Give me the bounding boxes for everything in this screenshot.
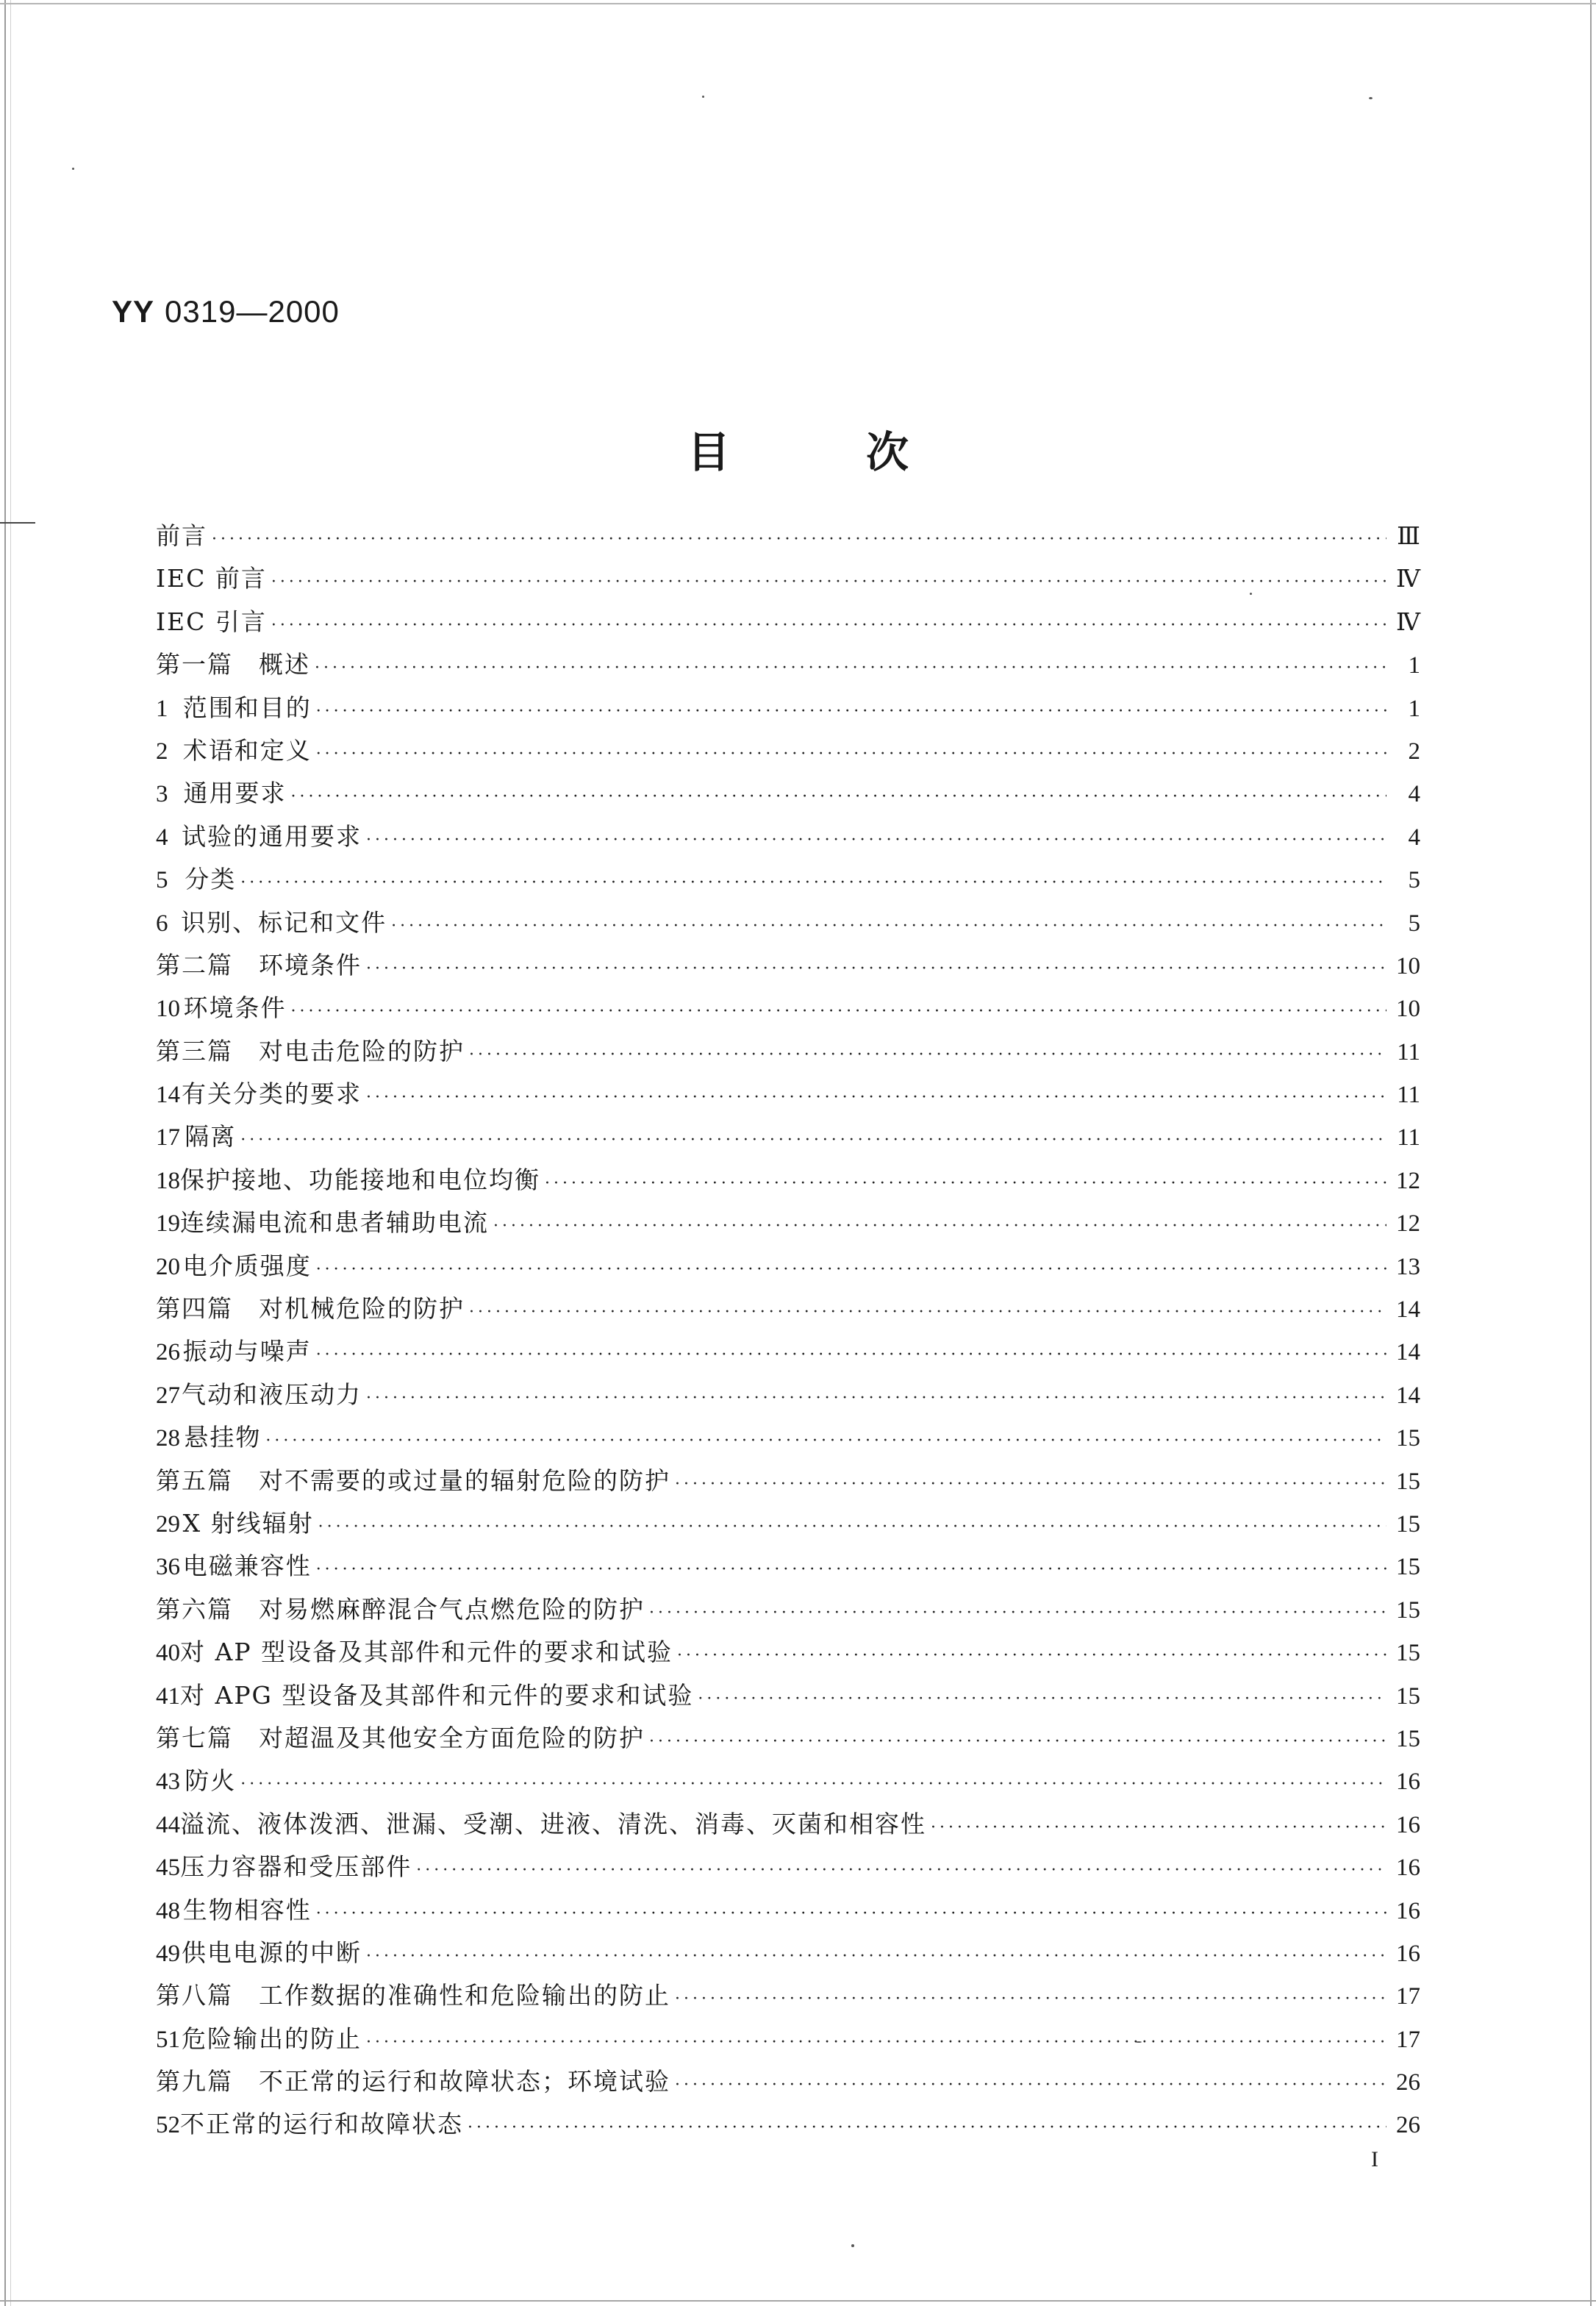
toc-leader-dots (416, 1849, 1386, 1892)
toc-entry-title: 电介质强度 (182, 1251, 312, 1280)
toc-entry-number: 5 (156, 867, 168, 894)
toc-entry-page: 16 (1396, 1855, 1420, 1882)
toc-leader-dots (316, 690, 1386, 733)
toc-entry-title: 对 APG 型设备及其部件和元件的要求和试验 (180, 1680, 694, 1710)
toc-leader-dots (271, 604, 1386, 647)
toc-entry[interactable] (156, 557, 1420, 600)
toc-leader-dots (649, 1592, 1386, 1635)
toc-entry-title: 连续漏电流和患者辅助电流 (180, 1208, 489, 1238)
toc-entry-number: 48 (156, 1897, 180, 1924)
scan-edge-top (0, 3, 1596, 4)
toc-entry[interactable] (156, 1674, 1420, 1717)
toc-entry-page: 15 (1396, 1682, 1420, 1710)
scan-edge-left (4, 0, 6, 2306)
toc-leader-dots (240, 862, 1386, 904)
toc-entry-number: 3 (156, 781, 168, 808)
toc-entry-page: 17 (1396, 2026, 1420, 2053)
toc-entry[interactable] (156, 1889, 1420, 1932)
toc-entry-title: 气动和液压动力 (181, 1379, 362, 1409)
toc-entry-number: 40 (156, 1640, 180, 1667)
toc-entry-number: 51 (156, 2026, 180, 2053)
toc-entry-page: 16 (1396, 1940, 1420, 1967)
page-title-char-2: 次 (866, 427, 909, 477)
toc-leader-dots (366, 948, 1386, 990)
toc-entry[interactable] (156, 687, 1420, 729)
toc-leader-dots (675, 1463, 1386, 1506)
toc-leader-dots (469, 1291, 1386, 1334)
toc-entry[interactable] (156, 1245, 1420, 1288)
toc-entry-title: 通用要求 (183, 779, 287, 808)
toc-entry-number: 4 (156, 824, 168, 851)
toc-entry-page: 15 (1396, 1640, 1420, 1667)
toc-leader-dots (675, 1978, 1386, 2021)
toc-entry-title: 第九篇 不正常的运行和故障状态；环境试验 (156, 2067, 670, 2096)
toc-entry-page: 1 (1408, 652, 1420, 679)
toc-entry[interactable] (156, 1502, 1420, 1545)
toc-entry[interactable] (156, 944, 1420, 987)
toc-entry-title: 供电电源的中断 (181, 1938, 362, 1967)
toc-entry-title: 危险输出的防止 (181, 2024, 362, 2053)
toc-entry-page: 17 (1396, 1983, 1420, 2010)
page-title-char-1: 目 (687, 427, 730, 477)
toc-entry-title: 不正常的运行和故障状态 (180, 2110, 463, 2139)
toc-entry-page: 2 (1408, 738, 1420, 765)
toc-entry-page: 11 (1397, 1082, 1420, 1109)
toc-entry-page: 16 (1396, 1811, 1420, 1838)
toc-entry-title: 振动与噪声 (182, 1337, 312, 1366)
page-folio: I (1371, 2147, 1378, 2171)
toc-entry-title: 压力容器和受压部件 (180, 1852, 412, 1882)
toc-entry[interactable] (156, 1932, 1420, 1974)
toc-entry-title: 对 AP 型设备及其部件和元件的要求和试验 (180, 1638, 673, 1667)
toc-entry[interactable] (156, 1846, 1420, 1888)
margin-tick-mark (0, 522, 35, 524)
toc-entry-number: 29 (156, 1510, 180, 1538)
toc-entry[interactable] (156, 601, 1420, 643)
toc-entry[interactable] (156, 1115, 1420, 1158)
toc-entry-page: 4 (1408, 781, 1420, 808)
scan-speck (702, 96, 704, 98)
toc-entry-title: 分类 (185, 865, 237, 894)
scan-speck (1369, 97, 1373, 99)
toc-entry-page: 15 (1396, 1596, 1420, 1624)
toc-entry[interactable] (156, 1631, 1420, 1674)
toc-entry[interactable] (156, 1460, 1420, 1502)
toc-leader-dots (318, 1506, 1386, 1549)
toc-leader-dots (649, 1721, 1386, 1763)
toc-entry-number: 49 (156, 1940, 180, 1967)
toc-entry-page: 26 (1396, 2069, 1420, 2096)
toc-leader-dots (493, 1205, 1386, 1248)
toc-entry-number: 27 (156, 1382, 180, 1409)
toc-leader-dots (240, 1763, 1386, 1806)
toc-leader-dots (698, 1678, 1386, 1721)
toc-entry-title: 有关分类的要求 (181, 1079, 362, 1109)
toc-leader-dots (366, 1377, 1386, 1420)
toc-leader-dots (291, 776, 1386, 818)
toc-leader-dots (391, 905, 1386, 948)
toc-entry-title: 识别、标记和文件 (181, 907, 387, 937)
toc-entry[interactable] (156, 1803, 1420, 1846)
toc-entry-title: 悬挂物 (184, 1423, 262, 1452)
toc-entry[interactable] (156, 1330, 1420, 1373)
toc-leader-dots (315, 647, 1386, 690)
toc-entry-page: 11 (1397, 1124, 1420, 1152)
toc-entry-page: 15 (1396, 1425, 1420, 1452)
toc-entry-page: 15 (1396, 1510, 1420, 1538)
standard-number: 0319—2000 (165, 294, 340, 329)
toc-entry-title: IEC 引言 (156, 607, 267, 636)
toc-entry-number: 20 (156, 1253, 180, 1280)
toc-entry-number: 1 (156, 695, 168, 722)
toc-entry[interactable] (156, 1073, 1420, 1115)
toc-entry[interactable] (156, 772, 1420, 815)
toc-leader-dots (366, 2021, 1386, 2064)
toc-entry[interactable] (156, 1374, 1420, 1416)
toc-entry[interactable] (156, 729, 1420, 772)
toc-entry-number: 44 (156, 1811, 180, 1838)
toc-leader-dots (469, 1034, 1386, 1077)
toc-entry-page: 15 (1396, 1468, 1420, 1495)
standard-code (112, 294, 340, 329)
toc-entry-page: 5 (1408, 867, 1420, 894)
toc-entry[interactable] (156, 1974, 1420, 2017)
toc-entry-title: 范围和目的 (182, 693, 312, 722)
toc-entry-title: 第三篇 对电击危险的防护 (156, 1036, 465, 1065)
toc-entry-title: IEC 前言 (156, 564, 267, 593)
toc-entry[interactable] (156, 1288, 1420, 1330)
toc-entry-page: 11 (1397, 1038, 1420, 1065)
toc-entry-page: Ⅳ (1396, 609, 1420, 636)
toc-entry-title: 前言 (156, 521, 207, 550)
toc-entry-number: 36 (156, 1554, 180, 1581)
toc-entry[interactable] (156, 1202, 1420, 1244)
toc-entry-title: 第四篇 对机械危险的防护 (156, 1294, 465, 1324)
toc-entry-page: 10 (1396, 952, 1420, 979)
toc-entry[interactable] (156, 2103, 1420, 2146)
toc-entry[interactable] (156, 515, 1420, 557)
toc-entry-title: 隔离 (185, 1122, 237, 1152)
toc-entry-page: 13 (1396, 1253, 1420, 1280)
toc-leader-dots (291, 990, 1386, 1033)
toc-leader-dots (240, 1119, 1386, 1162)
toc-entry-number: 52 (156, 2112, 180, 2139)
scan-speck (851, 2244, 854, 2247)
toc-entry[interactable] (156, 2060, 1420, 2103)
toc-entry-title: 第六篇 对易燃麻醉混合气点燃危险的防护 (156, 1594, 645, 1624)
toc-leader-dots (271, 561, 1386, 604)
toc-entry-number: 14 (156, 1082, 180, 1109)
scan-edge-right (1590, 0, 1592, 2306)
table-of-contents (156, 515, 1420, 2146)
toc-entry-page: 16 (1396, 1768, 1420, 1796)
toc-entry-number: 18 (156, 1167, 180, 1194)
toc-leader-dots (316, 1334, 1386, 1377)
toc-entry-page: 14 (1396, 1382, 1420, 1409)
toc-entry-title: 溢流、液体泼洒、泄漏、受潮、进液、清洗、消毒、灭菌和相容性 (180, 1809, 926, 1838)
toc-entry-title: 术语和定义 (182, 735, 312, 765)
toc-entry-title: 生物相容性 (182, 1895, 312, 1924)
toc-entry-title: 第一篇 概述 (156, 650, 310, 679)
toc-leader-dots (931, 1807, 1386, 1849)
toc-entry-page: Ⅳ (1396, 566, 1420, 593)
toc-entry-title: 试验的通用要求 (181, 821, 362, 851)
toc-entry-page: Ⅲ (1397, 524, 1420, 550)
toc-entry-title: 第七篇 对超温及其他安全方面危险的防护 (156, 1723, 645, 1752)
toc-leader-dots (545, 1163, 1386, 1205)
toc-entry-number: 43 (156, 1768, 180, 1796)
toc-leader-dots (316, 1249, 1386, 1291)
toc-entry-title: 第二篇 环境条件 (156, 950, 362, 979)
toc-entry-page: 12 (1396, 1210, 1420, 1238)
toc-entry-title: 第八篇 工作数据的准确性和危险输出的防止 (156, 1981, 670, 2010)
toc-entry-number: 19 (156, 1210, 180, 1238)
toc-entry-title: 环境条件 (183, 993, 287, 1023)
toc-entry[interactable] (156, 987, 1420, 1029)
toc-entry[interactable] (156, 1717, 1420, 1760)
toc-entry-number: 45 (156, 1855, 180, 1882)
toc-entry[interactable] (156, 858, 1420, 901)
toc-entry-page: 26 (1396, 2112, 1420, 2139)
toc-entry[interactable] (156, 2018, 1420, 2060)
toc-leader-dots (468, 2107, 1386, 2149)
toc-leader-dots (366, 1077, 1386, 1119)
toc-entry-page: 16 (1396, 1897, 1420, 1924)
toc-leader-dots (366, 1935, 1386, 1978)
toc-leader-dots (316, 1549, 1386, 1591)
toc-entry-number: 26 (156, 1339, 180, 1366)
toc-leader-dots (675, 2064, 1386, 2107)
toc-entry[interactable] (156, 902, 1420, 944)
toc-entry-number: 2 (156, 738, 168, 765)
toc-entry[interactable] (156, 1588, 1420, 1631)
toc-entry[interactable] (156, 1416, 1420, 1459)
toc-entry[interactable] (156, 815, 1420, 858)
toc-entry-page: 10 (1396, 996, 1420, 1023)
toc-entry-number: 28 (156, 1425, 180, 1452)
scan-speck (72, 168, 74, 170)
toc-leader-dots (366, 819, 1386, 862)
toc-entry-page: 5 (1408, 910, 1420, 937)
toc-entry-number: 17 (156, 1124, 180, 1152)
toc-entry[interactable] (156, 1159, 1420, 1202)
toc-entry-page: 1 (1408, 695, 1420, 722)
toc-entry-page: 15 (1396, 1554, 1420, 1581)
scan-edge-left-inner (10, 0, 11, 2306)
toc-entry[interactable] (156, 1760, 1420, 1802)
toc-entry[interactable] (156, 1030, 1420, 1073)
toc-entry-title: X 射线辐射 (182, 1508, 314, 1538)
toc-entry-page: 14 (1396, 1339, 1420, 1366)
toc-entry-page: 14 (1396, 1296, 1420, 1324)
page-title (0, 418, 1596, 479)
toc-entry-title: 防火 (185, 1766, 237, 1796)
scan-edge-bottom (0, 2300, 1596, 2302)
toc-entry-page: 4 (1408, 824, 1420, 851)
toc-entry-number: 10 (156, 996, 180, 1023)
toc-entry-title: 保护接地、功能接地和电位均衡 (180, 1165, 540, 1194)
toc-leader-dots (316, 733, 1386, 776)
toc-leader-dots (212, 518, 1386, 561)
standard-prefix: YY (112, 294, 155, 329)
toc-leader-dots (265, 1420, 1386, 1463)
toc-entry-number: 41 (156, 1682, 180, 1710)
toc-entry-number: 6 (156, 910, 168, 937)
toc-entry-title: 第五篇 对不需要的或过量的辐射危险的防护 (156, 1466, 670, 1495)
toc-leader-dots (316, 1893, 1386, 1935)
toc-entry[interactable] (156, 643, 1420, 686)
toc-entry-page: 15 (1396, 1725, 1420, 1752)
toc-entry-title: 电磁兼容性 (182, 1552, 312, 1581)
toc-entry[interactable] (156, 1545, 1420, 1588)
toc-entry-page: 12 (1396, 1167, 1420, 1194)
toc-leader-dots (677, 1635, 1386, 1677)
